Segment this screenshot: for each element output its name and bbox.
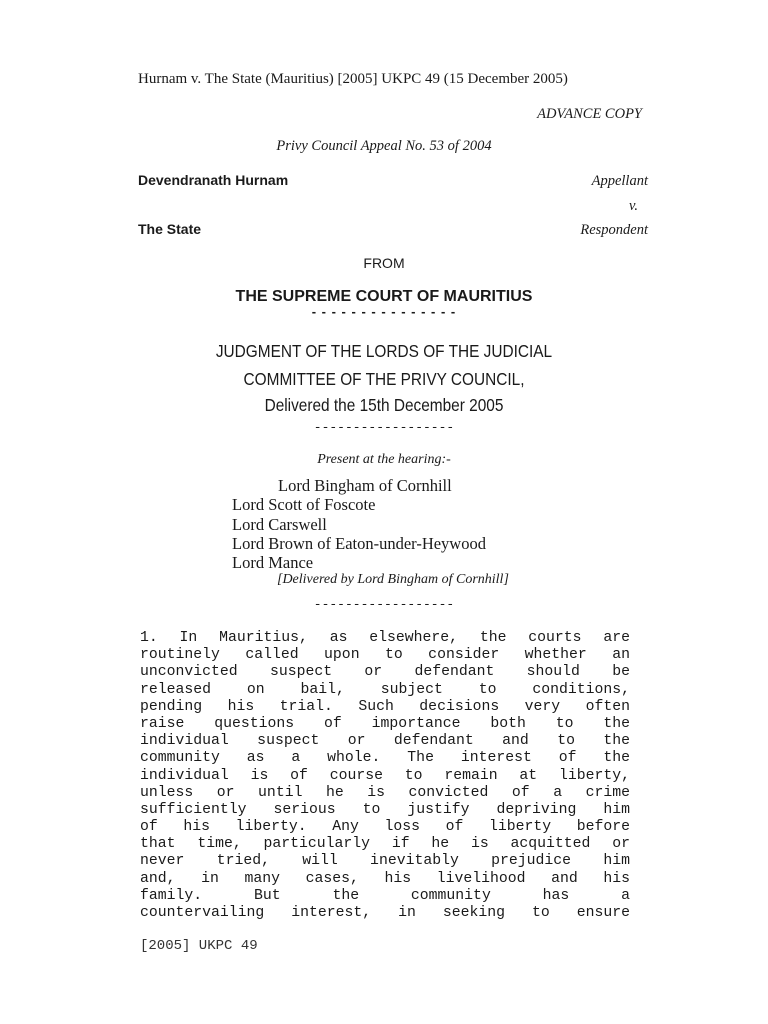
paragraph-line: unconvicted suspect or defendant should be — [140, 664, 630, 681]
paragraph-line: raise questions of importance both to the — [140, 715, 630, 732]
lord-name: Lord Mance — [232, 553, 314, 572]
paragraph-line: routinely called upon to consider whether an — [140, 647, 630, 664]
respondent-role: Respondent — [580, 222, 648, 238]
judgment-title-line-1: JUDGMENT OF THE LORDS OF THE JUDICIAL — [215, 341, 553, 361]
paragraph-line: unless or until he is convicted of a crime — [140, 784, 630, 801]
versus-label: v. — [629, 198, 638, 214]
lord-name: Lord Carswell — [232, 515, 327, 534]
paragraph-line: community as a whole. The interest of the — [140, 750, 630, 767]
section-divider: ------------------ — [313, 420, 455, 435]
document-citation: Hurnam v. The State (Mauritius) [2005] UKPC 49 (15 December 2005) — [138, 71, 568, 87]
respondent-name: The State — [138, 221, 202, 237]
appellant-role: Appellant — [591, 173, 648, 189]
delivered-by-note: [Delivered by Lord Bingham of Cornhill] — [277, 572, 509, 587]
lord-name: Lord Brown of Eaton-under-Heywood — [232, 534, 486, 553]
paragraph-line: countervailing interest, in seeking to ensure — [140, 905, 630, 921]
paragraph-line: individual is of course to remain at liberty, — [140, 767, 630, 784]
advance-copy-label: ADVANCE COPY — [537, 106, 642, 122]
appellant-name: Devendranath Hurnam — [138, 172, 289, 188]
from-label: FROM — [363, 255, 405, 271]
appeal-number: Privy Council Appeal No. 53 of 2004 — [276, 138, 492, 154]
footer-citation: [2005] UKPC 49 — [140, 938, 258, 954]
court-name: THE SUPREME COURT OF MAURITIUS — [235, 288, 533, 305]
paragraph-line: individual suspect or defendant and to the — [140, 733, 630, 750]
judgment-paragraph-1 — [140, 630, 630, 922]
lord-name: Lord Scott of Foscote — [232, 495, 376, 514]
section-divider: ------------------ — [313, 597, 455, 612]
court-divider: - - - - - - - - - - - - - - - — [311, 304, 457, 319]
lord-name: Lord Bingham of Cornhill — [278, 476, 452, 495]
paragraph-line: sufficiently serious to justify depriving him — [140, 801, 630, 818]
paragraph-line: that time, particularly if he is acquitted or — [140, 836, 630, 853]
paragraph-line: released on bail, subject to conditions, — [140, 681, 630, 698]
paragraph-line: never tried, will inevitably prejudice him — [140, 853, 630, 870]
present-at-hearing-label: Present at the hearing:- — [317, 452, 451, 467]
paragraph-line: family. But the community has a — [140, 887, 630, 904]
paragraph-line: 1. In Mauritius, as elsewhere, the courts are — [140, 630, 630, 646]
judgment-delivery-date: Delivered the 15th December 2005 — [264, 395, 504, 415]
paragraph-line: and, in many cases, his livelihood and his — [140, 870, 630, 887]
judgment-title-line-2: COMMITTEE OF THE PRIVY COUNCIL, — [243, 369, 525, 389]
paragraph-line: pending his trial. Such decisions very often — [140, 698, 630, 715]
paragraph-line: of his liberty. Any loss of liberty before — [140, 819, 630, 836]
